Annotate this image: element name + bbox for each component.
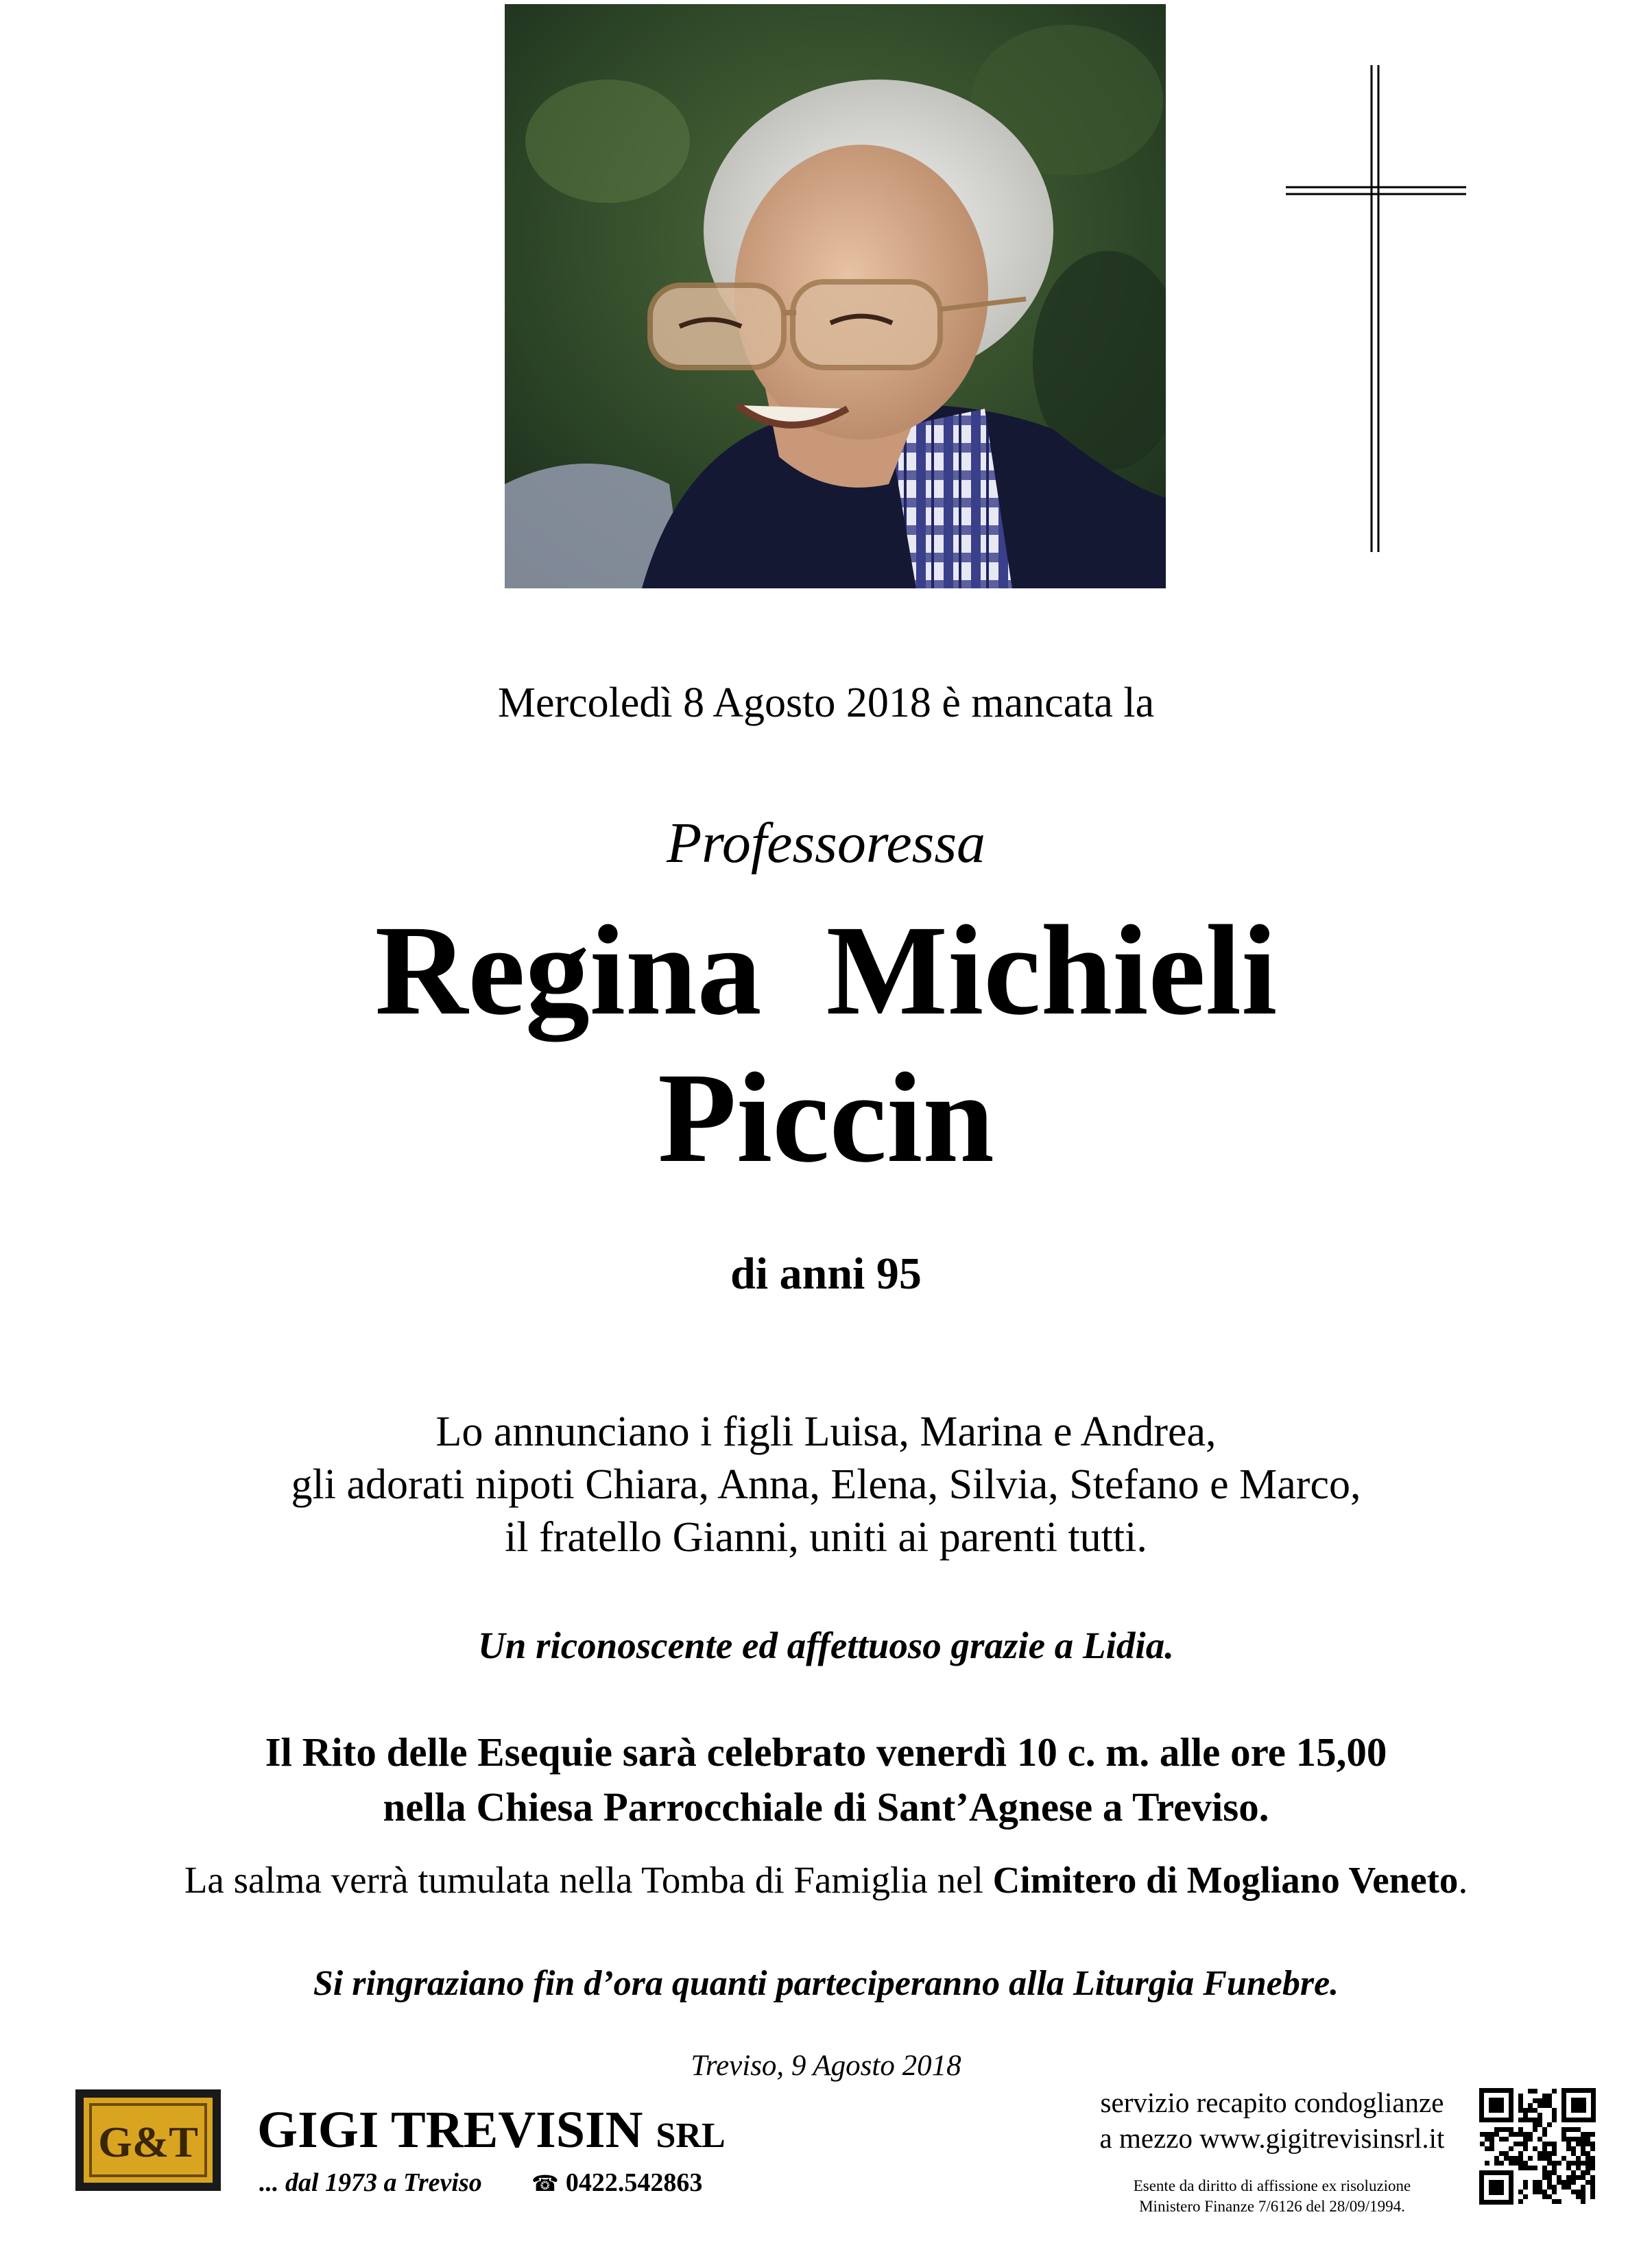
qr-module	[1537, 2156, 1542, 2161]
qr-module	[1557, 2180, 1561, 2185]
qr-module	[1533, 2146, 1537, 2151]
qr-module	[1542, 2190, 1547, 2194]
thanks-line: Un riconoscente ed affettuoso grazie a Lidia.	[478, 1624, 1174, 1666]
company-since: ... dal 1973 a Treviso	[259, 2168, 482, 2197]
qr-module	[1537, 2118, 1542, 2122]
qr-module	[1542, 2094, 1547, 2098]
qr-module	[1547, 2185, 1552, 2190]
qr-module	[1557, 2199, 1561, 2204]
qr-module	[1523, 2146, 1528, 2151]
qr-module	[1528, 2166, 1533, 2170]
qr-module	[1581, 2185, 1585, 2190]
qr-module	[1542, 2103, 1547, 2108]
qr-module	[1489, 2132, 1494, 2137]
qr-module	[1576, 2142, 1581, 2146]
qr-module	[1542, 2151, 1547, 2156]
qr-module	[1542, 2194, 1547, 2199]
qr-module	[1537, 2122, 1542, 2127]
qr-module	[1585, 2156, 1590, 2161]
qr-module	[1518, 2156, 1523, 2161]
qr-module	[1590, 2156, 1595, 2161]
qr-module	[1547, 2151, 1552, 2156]
qr-module	[1542, 2156, 1547, 2161]
qr-code	[1479, 2088, 1596, 2205]
qr-module	[1533, 2180, 1537, 2185]
qr-module	[1523, 2185, 1528, 2190]
qr-module	[1581, 2175, 1585, 2180]
place-date: Treviso, 9 Agosto 2018	[691, 2050, 961, 2082]
service-line: a mezzo www.gigitrevisinsrl.it	[1099, 2122, 1445, 2154]
qr-module	[1518, 2103, 1523, 2108]
qr-module	[1528, 2137, 1533, 2142]
qr-module	[1561, 2132, 1566, 2137]
qr-module	[1533, 2185, 1537, 2190]
qr-module	[1566, 2180, 1571, 2185]
qr-module	[1557, 2161, 1561, 2166]
qr-module	[1509, 2127, 1513, 2132]
qr-module	[1528, 2156, 1533, 2161]
qr-module	[1557, 2175, 1561, 2180]
qr-module	[1499, 2137, 1504, 2142]
company-logo	[75, 2089, 221, 2191]
qr-module	[1590, 2175, 1595, 2180]
qr-module	[1533, 2127, 1537, 2132]
qr-module	[1566, 2137, 1571, 2142]
qr-module	[1518, 2142, 1523, 2146]
qr-module	[1552, 2113, 1557, 2118]
qr-module	[1576, 2161, 1581, 2166]
qr-module	[1528, 2089, 1533, 2094]
qr-module	[1590, 2146, 1595, 2151]
qr-module	[1494, 2156, 1499, 2161]
qr-module	[1581, 2194, 1585, 2199]
qr-module	[1537, 2151, 1542, 2156]
qr-module	[1552, 2108, 1557, 2113]
qr-module	[1523, 2118, 1528, 2122]
qr-module	[1561, 2156, 1566, 2161]
qr-module	[1518, 2199, 1523, 2204]
qr-module	[1533, 2089, 1537, 2094]
qr-module	[1528, 2132, 1533, 2137]
qr-module	[1571, 2170, 1576, 2175]
qr-module	[1581, 2146, 1585, 2151]
qr-module	[1590, 2185, 1595, 2190]
company-name	[257, 2100, 726, 2166]
qr-module	[1513, 2156, 1518, 2161]
qr-module	[1494, 2127, 1499, 2132]
qr-module	[1504, 2151, 1509, 2156]
qr-module	[1523, 2113, 1528, 2118]
qr-module	[1581, 2190, 1585, 2194]
qr-module	[1581, 2151, 1585, 2156]
announcer-line: Lo annunciano i figli Luisa, Marina e Andrea,	[435, 1408, 1217, 1455]
qr-module	[1518, 2127, 1523, 2132]
qr-module	[1499, 2151, 1504, 2156]
qr-module	[1581, 2132, 1585, 2137]
qr-module	[1547, 2122, 1552, 2127]
qr-module	[1585, 2166, 1590, 2170]
qr-module	[1533, 2108, 1537, 2113]
qr-module	[1590, 2166, 1595, 2170]
portrait-photo	[505, 4, 1166, 588]
qr-module	[1585, 2170, 1590, 2175]
qr-module	[1585, 2137, 1590, 2142]
qr-module	[1509, 2156, 1513, 2161]
qr-module	[1537, 2137, 1542, 2142]
deceased-age: di anni 95	[730, 1249, 922, 1299]
qr-module	[1523, 2108, 1528, 2113]
qr-module	[1571, 2137, 1576, 2142]
burial-place: Cimitero di Mogliano Veneto	[992, 1859, 1459, 1901]
qr-module	[1566, 2142, 1571, 2146]
qr-module	[1518, 2108, 1523, 2113]
qr-module	[1489, 2146, 1494, 2151]
qr-module	[1542, 2142, 1547, 2146]
qr-module	[1518, 2098, 1523, 2103]
qr-module	[1518, 2151, 1523, 2156]
qr-module	[1533, 2118, 1537, 2122]
qr-module	[1504, 2127, 1509, 2132]
qr-module	[1547, 2194, 1552, 2199]
qr-module	[1518, 2166, 1523, 2170]
qr-module	[1571, 2146, 1576, 2151]
qr-module	[1552, 2089, 1557, 2094]
deceased-name-line2: Piccin	[658, 1046, 994, 1189]
qr-module	[1590, 2142, 1595, 2146]
qr-module	[1547, 2142, 1552, 2146]
qr-module	[1528, 2118, 1533, 2122]
qr-module	[1561, 2180, 1566, 2185]
qr-module	[1518, 2161, 1523, 2166]
qr-module	[1528, 2103, 1533, 2108]
qr-module	[1504, 2137, 1509, 2142]
announcement-date: Mercoledì 8 Agosto 2018 è mancata la	[497, 680, 1155, 726]
qr-module	[1590, 2180, 1595, 2185]
qr-module	[1581, 2170, 1585, 2175]
qr-module	[1494, 2132, 1499, 2137]
qr-module	[1590, 2194, 1595, 2199]
qr-module	[1547, 2180, 1552, 2185]
qr-module	[1552, 2170, 1557, 2175]
qr-module	[1585, 2180, 1590, 2185]
qr-module	[1542, 2132, 1547, 2137]
qr-module	[1518, 2118, 1523, 2122]
qr-module	[1533, 2098, 1537, 2103]
qr-module	[1571, 2190, 1576, 2194]
burial-line	[0, 1856, 1652, 1904]
qr-module	[1585, 2161, 1590, 2166]
qr-module	[1581, 2161, 1585, 2166]
qr-module	[1509, 2132, 1513, 2137]
phone-number: 0422.542863	[565, 2168, 703, 2197]
qr-module	[1494, 2161, 1499, 2166]
gratitude-line: Si ringraziano fin d’ora quanti parteciperanno alla Liturgia Funebre.	[313, 1964, 1339, 2003]
qr-module	[1561, 2137, 1566, 2142]
qr-module	[1485, 2137, 1489, 2142]
qr-module	[1552, 2118, 1557, 2122]
qr-module	[1523, 2180, 1528, 2185]
burial-suffix: .	[1458, 1859, 1468, 1901]
qr-module	[1547, 2094, 1552, 2098]
qr-module	[1576, 2137, 1581, 2142]
announcer-line: gli adorati nipoti Chiara, Anna, Elena, Silvia, Stefano e Marco,	[291, 1461, 1361, 1508]
qr-module	[1542, 2166, 1547, 2170]
qr-module	[1533, 2122, 1537, 2127]
qr-module	[1523, 2132, 1528, 2137]
qr-module	[1552, 2161, 1557, 2166]
qr-module	[1552, 2190, 1557, 2194]
qr-module	[1547, 2170, 1552, 2175]
qr-module	[1542, 2098, 1547, 2103]
qr-module	[1509, 2146, 1513, 2151]
qr-module	[1509, 2161, 1513, 2166]
qr-module	[1499, 2127, 1504, 2132]
qr-module	[1513, 2142, 1518, 2146]
company-name-text: GIGI TREVISIN	[257, 2101, 643, 2159]
qr-module	[1542, 2146, 1547, 2151]
funeral-line: Il Rito delle Esequie sarà celebrato venerdì 10 c. m. alle ore 15,00	[265, 1729, 1387, 1775]
qr-module	[1561, 2127, 1566, 2132]
burial-prefix: La salma verrà tumulata nella Tomba di Famiglia nel	[184, 1859, 993, 1901]
qr-module	[1504, 2156, 1509, 2161]
qr-module	[1542, 2127, 1547, 2132]
company-phone	[531, 2166, 702, 2201]
qr-module	[1581, 2137, 1585, 2142]
qr-module	[1571, 2161, 1576, 2166]
qr-module	[1518, 2190, 1523, 2194]
qr-module	[1480, 2142, 1485, 2146]
qr-module	[1571, 2127, 1576, 2132]
qr-module	[1499, 2161, 1504, 2166]
qr-module	[1552, 2151, 1557, 2156]
qr-module	[1485, 2161, 1489, 2166]
qr-module	[1571, 2151, 1576, 2156]
qr-module	[1581, 2199, 1585, 2204]
qr-module	[1576, 2127, 1581, 2132]
qr-module	[1489, 2137, 1494, 2142]
qr-module	[1576, 2175, 1581, 2180]
qr-module	[1547, 2156, 1552, 2161]
qr-module	[1566, 2185, 1571, 2190]
qr-module	[1533, 2166, 1537, 2170]
qr-module	[1566, 2166, 1571, 2170]
qr-module	[1547, 2161, 1552, 2166]
qr-module	[1537, 2113, 1542, 2118]
service-line: servizio recapito condoglianze	[1100, 2087, 1444, 2118]
qr-module	[1523, 2166, 1528, 2170]
qr-module	[1533, 2190, 1537, 2194]
logo-text: G&T	[98, 2118, 198, 2166]
qr-module	[1576, 2190, 1581, 2194]
qr-module	[1485, 2146, 1489, 2151]
qr-module	[1566, 2175, 1571, 2180]
cross-icon	[1276, 65, 1474, 552]
qr-module	[1547, 2098, 1552, 2103]
qr-module	[1537, 2190, 1542, 2194]
qr-module	[1566, 2127, 1571, 2132]
qr-module	[1590, 2190, 1595, 2194]
exemption-line: Esente da diritto di affissione ex risoluzione	[1133, 2177, 1411, 2194]
qr-module	[1566, 2146, 1571, 2151]
qr-module	[1585, 2132, 1590, 2137]
qr-module	[1585, 2142, 1590, 2146]
qr-module	[1523, 2142, 1528, 2146]
phone-icon: ☎	[531, 2170, 559, 2196]
qr-module	[1537, 2098, 1542, 2103]
qr-module	[1523, 2137, 1528, 2142]
qr-module	[1518, 2094, 1523, 2098]
qr-module	[1552, 2199, 1557, 2204]
qr-module	[1552, 2166, 1557, 2170]
qr-module	[1581, 2142, 1585, 2146]
qr-module	[1528, 2108, 1533, 2113]
qr-module	[1571, 2175, 1576, 2180]
qr-module	[1523, 2194, 1528, 2199]
qr-module	[1552, 2146, 1557, 2151]
qr-module	[1537, 2103, 1542, 2108]
qr-module	[1566, 2161, 1571, 2166]
deceased-name-line1: Regina Michieli	[374, 898, 1278, 1042]
funeral-line: nella Chiesa Parrocchiale di Sant’Agnese a Treviso.	[383, 1784, 1269, 1830]
announcer-line: il fratello Gianni, uniti ai parenti tutti.	[505, 1514, 1147, 1561]
qr-module	[1576, 2166, 1581, 2170]
qr-module	[1537, 2185, 1542, 2190]
qr-module	[1542, 2175, 1547, 2180]
qr-module	[1561, 2185, 1566, 2190]
qr-module	[1480, 2132, 1485, 2137]
qr-module	[1547, 2175, 1552, 2180]
qr-module	[1513, 2161, 1518, 2166]
qr-module	[1547, 2103, 1552, 2108]
qr-module	[1571, 2180, 1576, 2185]
qr-module	[1489, 2142, 1494, 2146]
qr-module	[1513, 2132, 1518, 2137]
qr-module	[1537, 2180, 1542, 2185]
deceased-title: Professoressa	[666, 811, 986, 875]
qr-module	[1552, 2185, 1557, 2190]
qr-module	[1518, 2132, 1523, 2137]
qr-module	[1485, 2132, 1489, 2137]
qr-module	[1542, 2170, 1547, 2175]
qr-module	[1552, 2142, 1557, 2146]
qr-module	[1590, 2132, 1595, 2137]
qr-module	[1523, 2161, 1528, 2166]
qr-module	[1576, 2156, 1581, 2161]
exemption-line: Ministero Finanze 7/6126 del 28/09/1994.	[1139, 2198, 1405, 2215]
company-suffix: SRL	[656, 2116, 726, 2155]
qr-module	[1585, 2151, 1590, 2156]
qr-module	[1590, 2161, 1595, 2166]
qr-module	[1576, 2194, 1581, 2199]
